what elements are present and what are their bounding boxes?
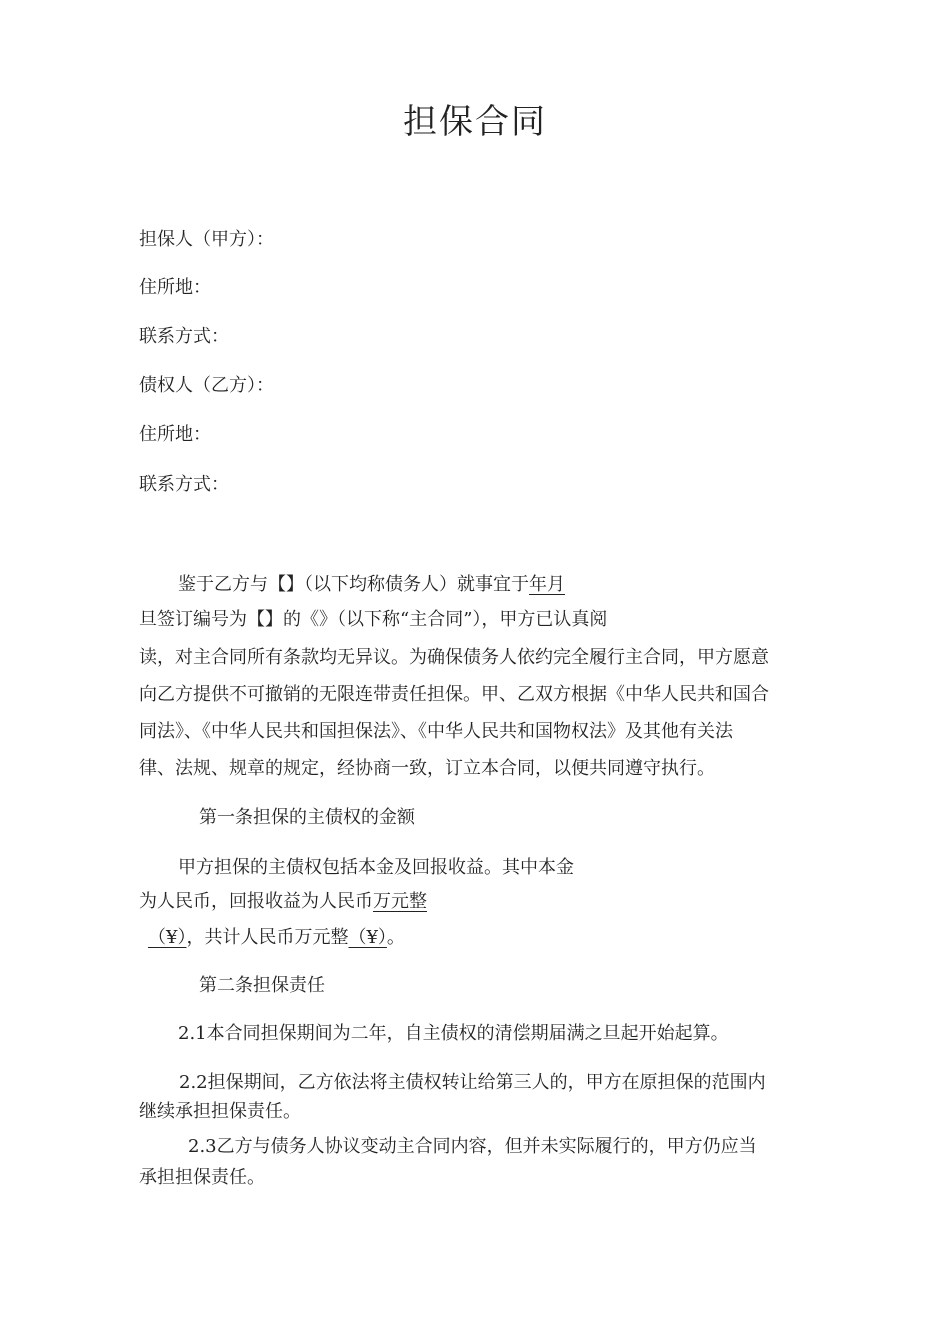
- preamble-date-blank: 年月: [529, 574, 565, 595]
- creditor-contact-label: 联系方式：: [139, 474, 229, 495]
- clause-2-2: 2.2担保期间，乙方依法将主债权转让给第三人的，甲方在原担保的范围内: [179, 1072, 766, 1093]
- guarantor-label: 担保人（甲方）：: [139, 229, 274, 250]
- article1-text: 。: [386, 927, 405, 948]
- amount-blank: 万元整: [373, 891, 427, 912]
- preamble-text: 鉴于乙方与【】（以下均称债务人）就事宜于: [178, 574, 529, 595]
- preamble-line: 向乙方提供不可撤销的无限连带责任担保。甲、乙双方根据《中华人民共和国合: [139, 684, 769, 705]
- amount-blank: （¥）: [148, 927, 187, 948]
- creditor-address-label: 住所地：: [139, 424, 211, 445]
- article1-line: [148, 927, 405, 949]
- article1-text: 为人民币，回报收益为人民币: [139, 891, 373, 912]
- document-title: 担保合同: [403, 102, 547, 142]
- clause-2-3-cont: 承担担保责任。: [139, 1167, 265, 1188]
- preamble-line: 读，对主合同所有条款均无异议。为确保债务人依约完全履行主合同，甲方愿意: [139, 647, 769, 668]
- clause-2-3: 2.3乙方与债务人协议变动主合同内容，但并未实际履行的，甲方仍应当: [188, 1136, 757, 1157]
- preamble-line: 旦签订编号为【】的《》（以下称“主合同”），甲方已认真阅: [139, 609, 608, 630]
- preamble-line: 律、法规、规章的规定，经协商一致，订立本合同，以便共同遵守执行。: [139, 758, 715, 779]
- preamble-line: 同法》、《中华人民共和国担保法》、《中华人民共和国物权法》及其他有关法: [139, 721, 733, 742]
- clause-2-2-cont: 继续承担担保责任。: [139, 1101, 301, 1122]
- amount-blank: （¥）: [348, 927, 387, 948]
- article1-text: ，共计人民币万元整: [186, 927, 349, 948]
- guarantor-contact-label: 联系方式：: [139, 326, 229, 347]
- preamble-line: [178, 574, 565, 596]
- creditor-label: 债权人（乙方）：: [139, 375, 274, 396]
- guarantor-address-label: 住所地：: [139, 277, 211, 298]
- article1-heading: 第一条担保的主债权的金额: [199, 807, 415, 828]
- article2-heading: 第二条担保责任: [199, 975, 325, 996]
- clause-2-1: 2.1本合同担保期间为二年，自主债权的清偿期届满之旦起开始起算。: [178, 1023, 729, 1044]
- article1-line: [139, 891, 427, 913]
- article1-line: 甲方担保的主债权包括本金及回报收益。其中本金: [178, 857, 574, 878]
